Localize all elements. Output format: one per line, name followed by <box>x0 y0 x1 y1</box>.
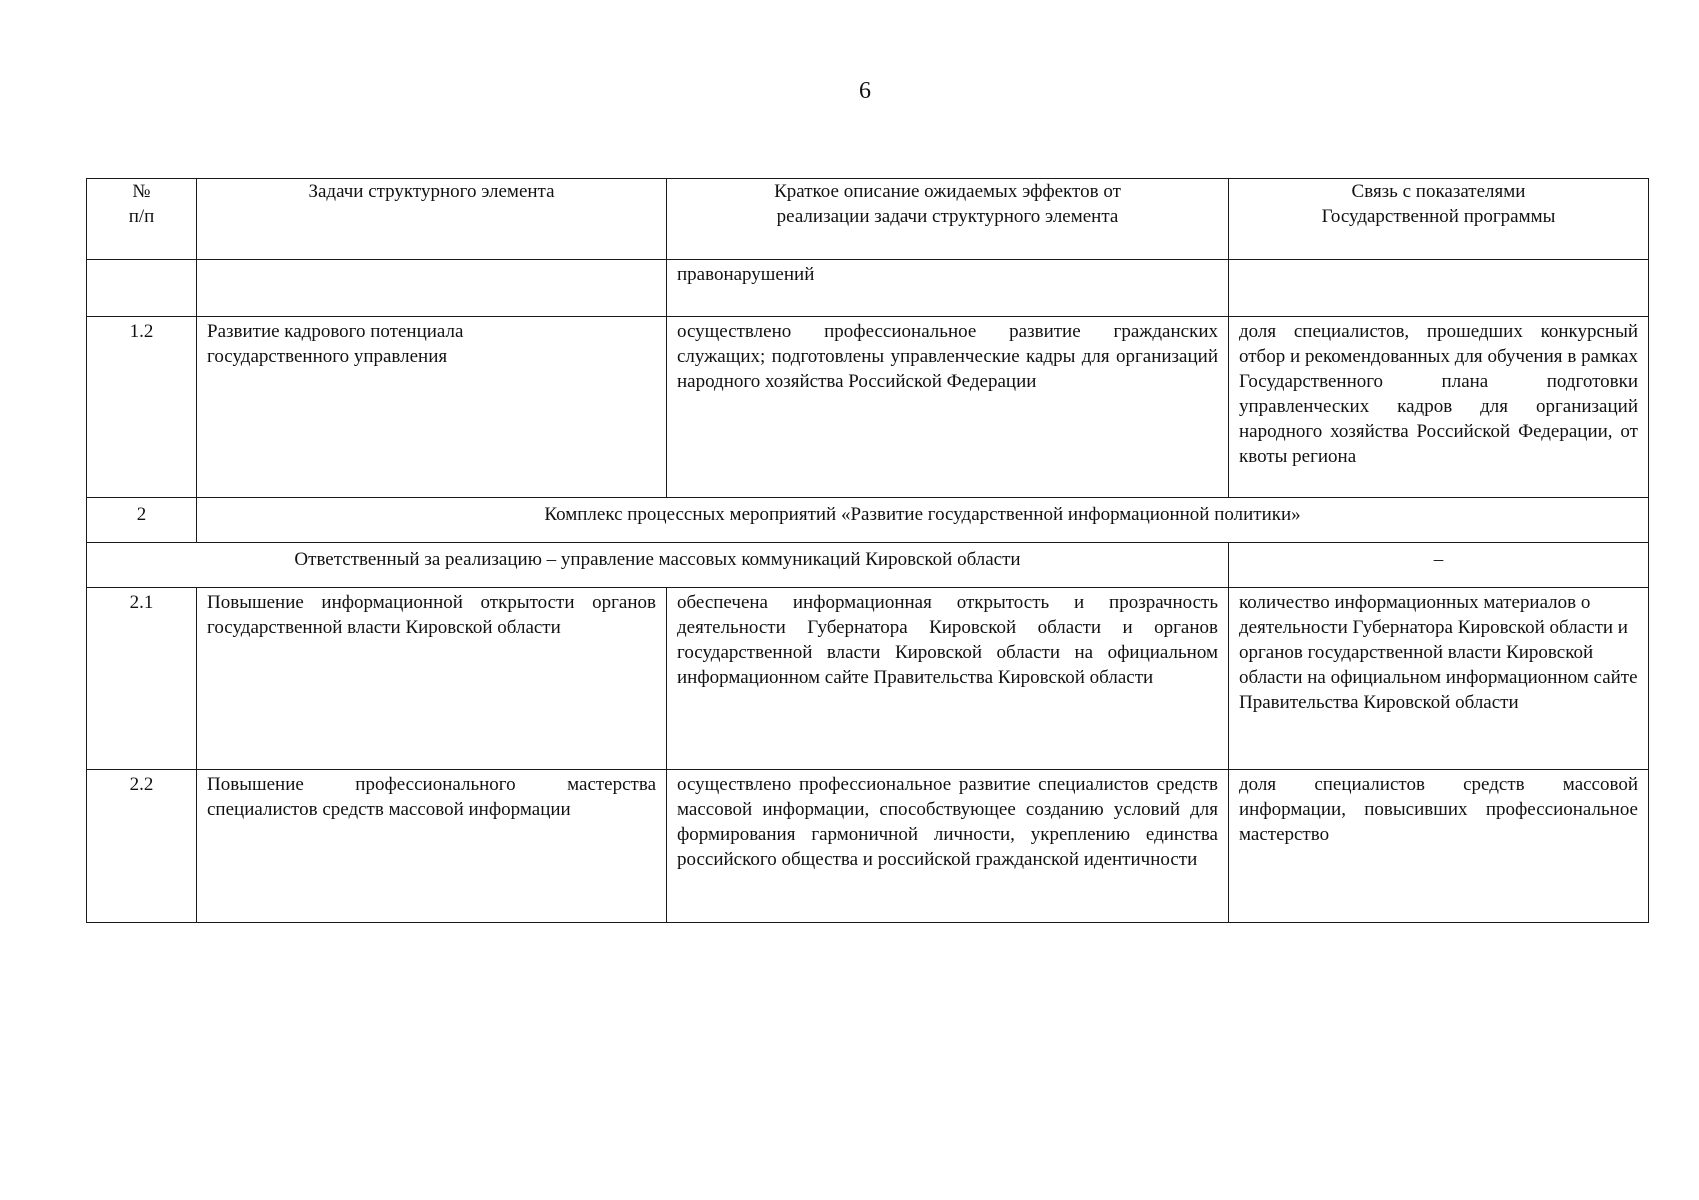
table-row-continuation <box>87 260 1649 317</box>
cell-effects: обеспечена информационная открытость и прозрачность деятельности Губернатора Кировской области и органов государственной власти Кировской области на официальном информационном сайте Правительства Кировской области <box>667 588 1229 770</box>
header-tasks: Задачи структурного элемента <box>197 179 667 260</box>
cell-num: 2 <box>87 498 197 543</box>
header-num: № п/п <box>87 179 197 260</box>
page-number: 6 <box>859 78 871 104</box>
cell-empty <box>87 260 197 317</box>
section-title: Комплекс процессных мероприятий «Развитие государственной информационной политики» <box>197 498 1649 543</box>
responsible-row <box>87 543 1649 588</box>
cell-num: 2.2 <box>87 770 197 923</box>
cell-num: 1.2 <box>87 317 197 498</box>
cell-link: – <box>1229 543 1649 588</box>
cell-effects: осуществлено профессиональное развитие гражданских служащих; подготовлены управленческие кадры для организаций народного хозяйства Российской Федерации <box>667 317 1229 498</box>
cell-link: количество информационных материалов о деятельности Губернатора Кировской области и органов государственной власти Кировской области на официальном информационном сайте Правительства Кировской области <box>1229 588 1649 770</box>
table-row <box>87 317 1649 498</box>
table-row <box>87 588 1649 770</box>
table-row <box>87 770 1649 923</box>
cell-empty <box>1229 260 1649 317</box>
cell-task: Повышение информационной открытости органов государственной власти Кировской области <box>197 588 667 770</box>
cell-num: 2.1 <box>87 588 197 770</box>
cell-effects: правонарушений <box>667 260 1229 317</box>
cell-link: доля специалистов, прошедших конкурсный отбор и рекомендованных для обучения в рамках Государственного плана подготовки управленческих кадров для организаций народного хозяйства Российской Федерации, от квоты региона <box>1229 317 1649 498</box>
cell-link: доля специалистов средств массовой информации, повысивших профессиональное мастерство <box>1229 770 1649 923</box>
table-header-row <box>87 179 1649 260</box>
cell-empty <box>197 260 667 317</box>
responsible-text: Ответственный за реализацию – управление массовых коммуникаций Кировской области <box>87 543 1229 588</box>
cell-task: Развитие кадрового потенциала государственного управления <box>197 317 667 498</box>
cell-effects: осуществлено профессиональное развитие специалистов средств массовой информации, способствующее созданию условий для формирования гармоничной личности, укреплению единства российского общества и российской гражданской идентичности <box>667 770 1229 923</box>
header-effects: Краткое описание ожидаемых эффектов от реализации задачи структурного элемента <box>667 179 1229 260</box>
structural-element-tasks-table <box>86 178 1649 923</box>
cell-task: Повышение профессионального мастерства специалистов средств массовой информации <box>197 770 667 923</box>
section-row <box>87 498 1649 543</box>
header-link: Связь с показателями Государственной программы <box>1229 179 1649 260</box>
